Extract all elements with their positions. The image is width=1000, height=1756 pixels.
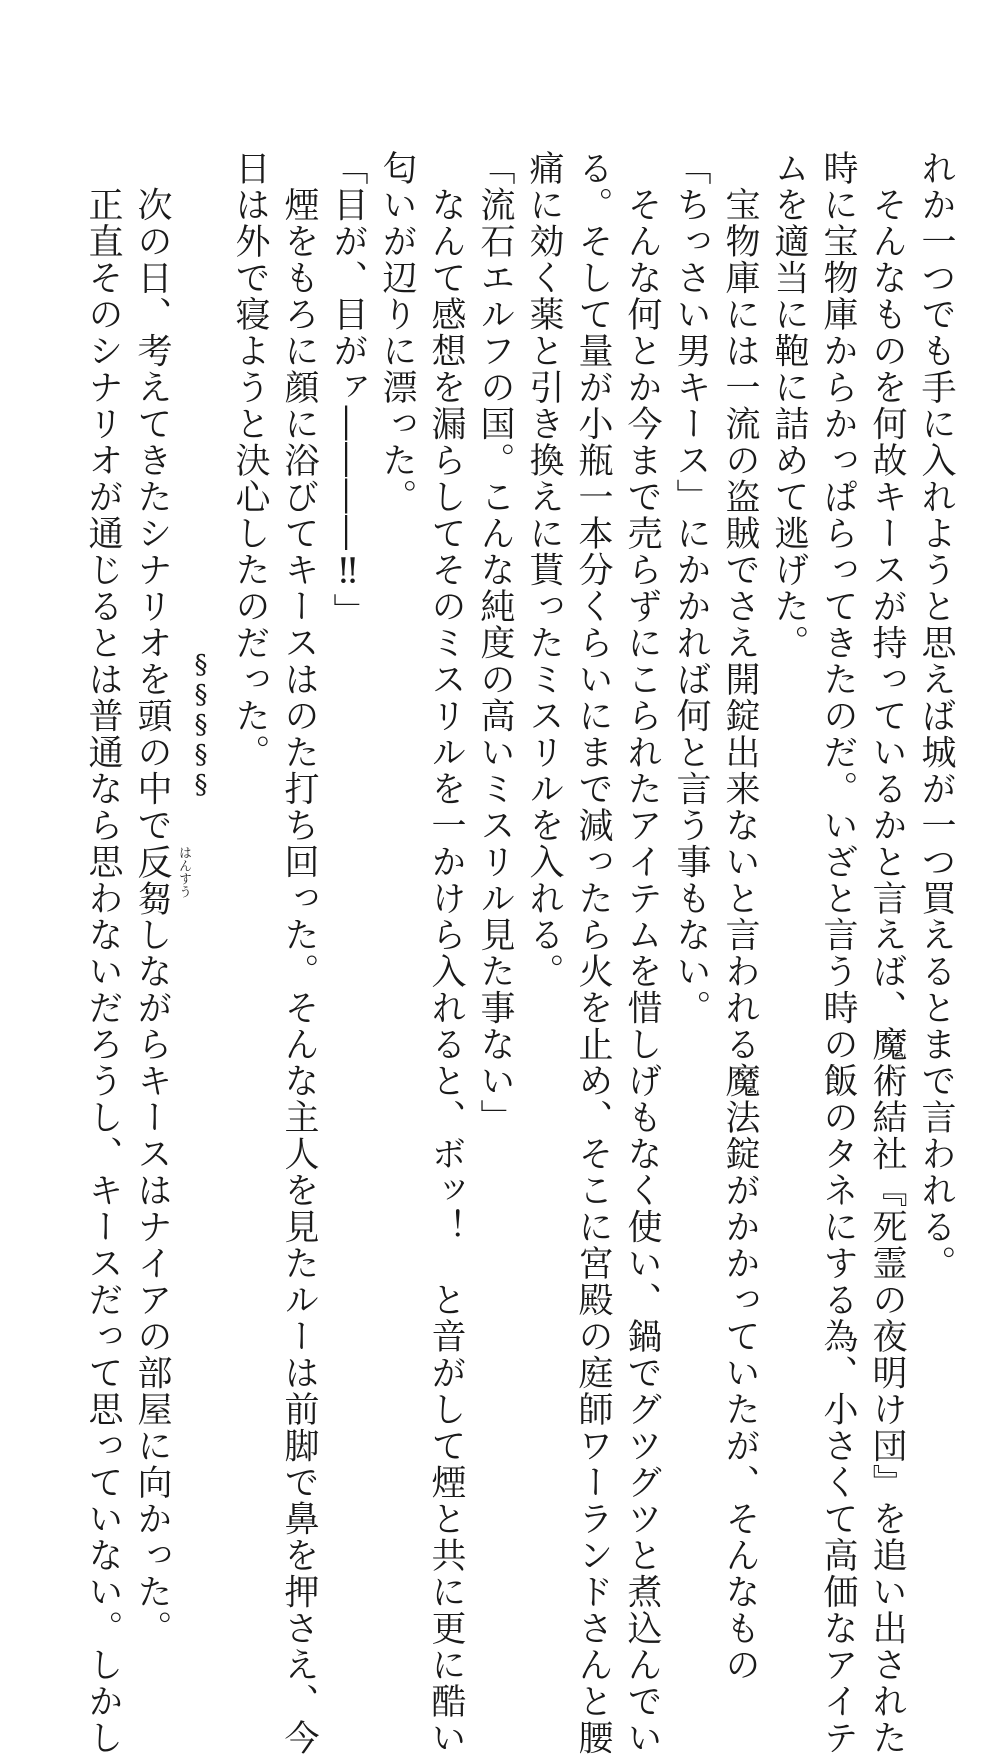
text-line: 正直そのシナリオが通じるとは普通なら思わないだろうし、キースだって思っていない。しかし — [83, 150, 123, 1756]
text-line: る。そして量が小瓶一本分くらいにまで減ったら火を止め、そこに宮殿の庭師ワーランドさんと腰 — [573, 150, 613, 1756]
text-line: 「ちっさい男キース」にかかれば何と言う事もない。 — [671, 150, 711, 1026]
vertical-text-body — [78, 150, 960, 1756]
text-line — [127, 150, 191, 1647]
text-line: なんて感想を漏らしてそのミスリルを一かけら入れると、ボッ！ と音がして煙と共に更に酷い — [426, 150, 466, 1756]
text-line: 匂いが辺りに漂った。 — [377, 150, 417, 515]
text-line: 煙をもろに顔に浴びてキースはのた打ち回った。そんな主人を見たルーは前脚で鼻を押さえ、今 — [279, 150, 319, 1756]
ruby-reading: はんすう — [176, 845, 191, 898]
text-line: れか一つでも手に入れようと思えば城が一つ買えるとまで言われる。 — [916, 150, 956, 1282]
text-line: そんな何とか今まで売らずにこられたアイテムを惜しげもなく使い、鍋でグツグツと煮込んでい — [622, 150, 662, 1756]
text-line: 時に宝物庫からかっぱらってきたのだ。いざと言う時の飯のタネにする為、小さくて高価なアイテ — [818, 150, 858, 1756]
text-line: ムを適当に鞄に詰めて逃げた。 — [769, 150, 809, 661]
ruby-word — [132, 843, 191, 917]
text-line: そんなものを何故キースが持っているかと言えば、魔術結社『死霊の夜明け団』を追い出された — [867, 150, 907, 1756]
text-line: 日は外で寝ようと決心したのだった。 — [230, 150, 270, 771]
ruby-base: 反芻 — [132, 843, 172, 917]
text-line: 「流石エルフの国。こんな純度の高いミスリル見た事ない」 — [475, 150, 515, 1136]
text-line: 宝物庫には一流の盗賊でさえ開錠出来ないと言われる魔法錠がかかっていたが、そんなもの — [720, 150, 760, 1683]
text-segment: しながらキースはナイアの部屋に向かった。 — [132, 916, 172, 1647]
text-line: 痛に効く薬と引き換えに貰ったミスリルを入れる。 — [524, 150, 564, 990]
text-line: 「目が、目がァ――――‼」 — [328, 150, 368, 630]
section-break: §§§§§ — [186, 650, 216, 800]
text-segment: 次の日、考えてきたシナリオを頭の中で — [132, 150, 172, 844]
